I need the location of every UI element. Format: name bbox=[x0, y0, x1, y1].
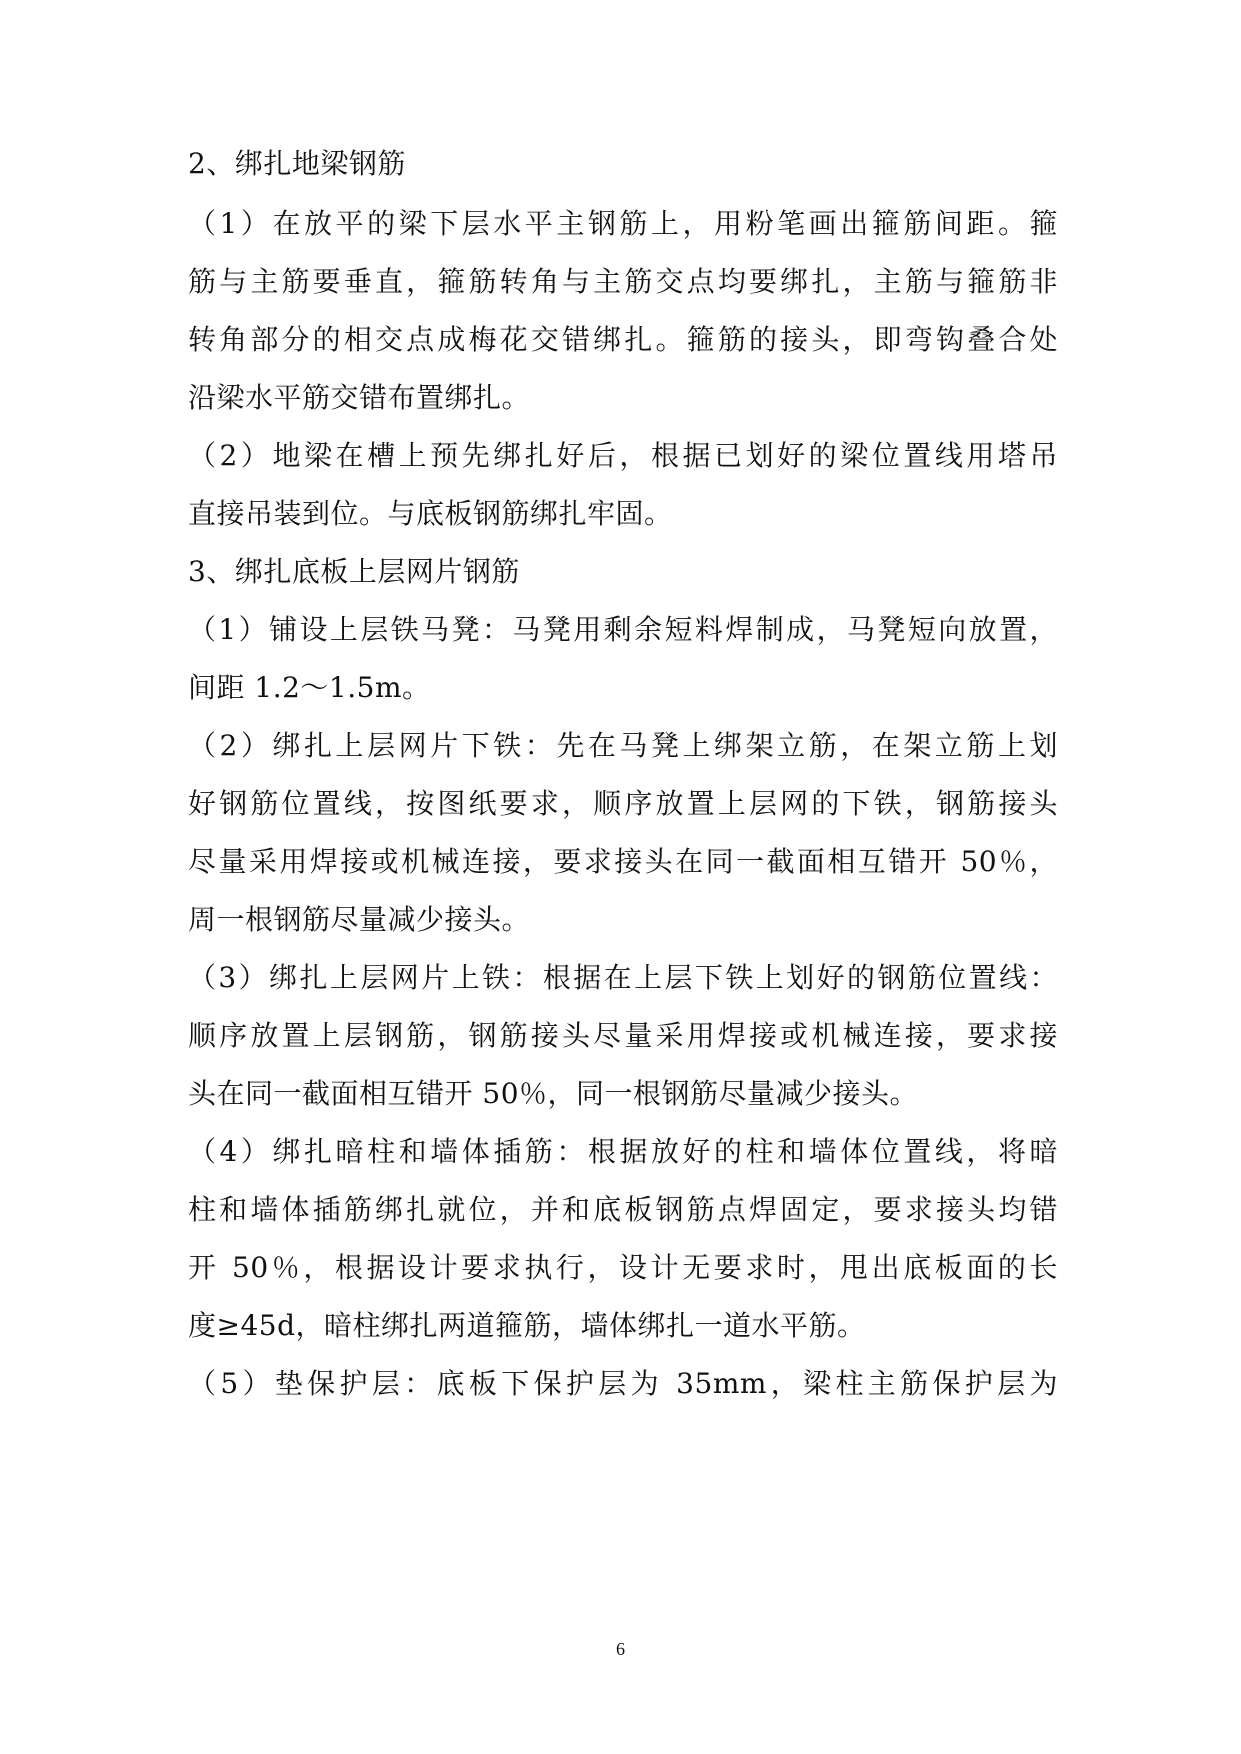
paragraph-line: （2）地梁在槽上预先绑扎好后，根据已划好的梁位置线用塔吊 bbox=[188, 439, 1058, 472]
paragraph-line: （4）绑扎暗柱和墙体插筋：根据放好的柱和墙体位置线，将暗 bbox=[188, 1135, 1058, 1168]
paragraph-line: 柱和墙体插筋绑扎就位，并和底板钢筋点焊固定，要求接头均错 bbox=[188, 1193, 1058, 1226]
paragraph-line: 好钢筋位置线，按图纸要求，顺序放置上层网的下铁，钢筋接头 bbox=[188, 787, 1058, 820]
section-heading-2: 2、绑扎地梁钢筋 bbox=[188, 147, 406, 180]
paragraph-line: 头在同一截面相互错开 50％，同一根钢筋尽量减少接头。 bbox=[188, 1077, 919, 1110]
page-number: 6 bbox=[616, 1639, 625, 1659]
paragraph-line: 沿梁水平筋交错布置绑扎。 bbox=[188, 381, 531, 414]
paragraph-line: 开 50％，根据设计要求执行，设计无要求时，甩出底板面的长 bbox=[188, 1251, 1058, 1284]
paragraph-line: （3）绑扎上层网片上铁：根据在上层下铁上划好的钢筋位置线： bbox=[188, 961, 1058, 994]
section-heading-3: 3、绑扎底板上层网片钢筋 bbox=[188, 555, 520, 588]
paragraph-line: 直接吊装到位。与底板钢筋绑扎牢固。 bbox=[188, 497, 673, 530]
paragraph-line: 筋与主筋要垂直，箍筋转角与主筋交点均要绑扎，主筋与箍筋非 bbox=[188, 265, 1058, 298]
paragraph-line: 尽量采用焊接或机械连接，要求接头在同一截面相互错开 50％， bbox=[188, 845, 1058, 878]
paragraph-line: （1）铺设上层铁马凳：马凳用剩余短料焊制成，马凳短向放置， bbox=[188, 613, 1058, 646]
paragraph-line: （5）垫保护层：底板下保护层为 35mm，梁柱主筋保护层为 bbox=[188, 1367, 1058, 1400]
paragraph-line: （1）在放平的梁下层水平主钢筋上，用粉笔画出箍筋间距。箍 bbox=[188, 207, 1058, 240]
paragraph-line: 顺序放置上层钢筋，钢筋接头尽量采用焊接或机械连接，要求接 bbox=[188, 1019, 1058, 1052]
paragraph-line: 周一根钢筋尽量减少接头。 bbox=[188, 903, 531, 936]
paragraph-line: 度≥45d，暗柱绑扎两道箍筋，墙体绑扎一道水平筋。 bbox=[188, 1309, 866, 1342]
paragraph-line: （2）绑扎上层网片下铁：先在马凳上绑架立筋，在架立筋上划 bbox=[188, 729, 1058, 762]
paragraph-line: 转角部分的相交点成梅花交错绑扎。箍筋的接头，即弯钩叠合处 bbox=[188, 323, 1058, 356]
paragraph-line: 间距 1.2～1.5m。 bbox=[188, 671, 431, 704]
